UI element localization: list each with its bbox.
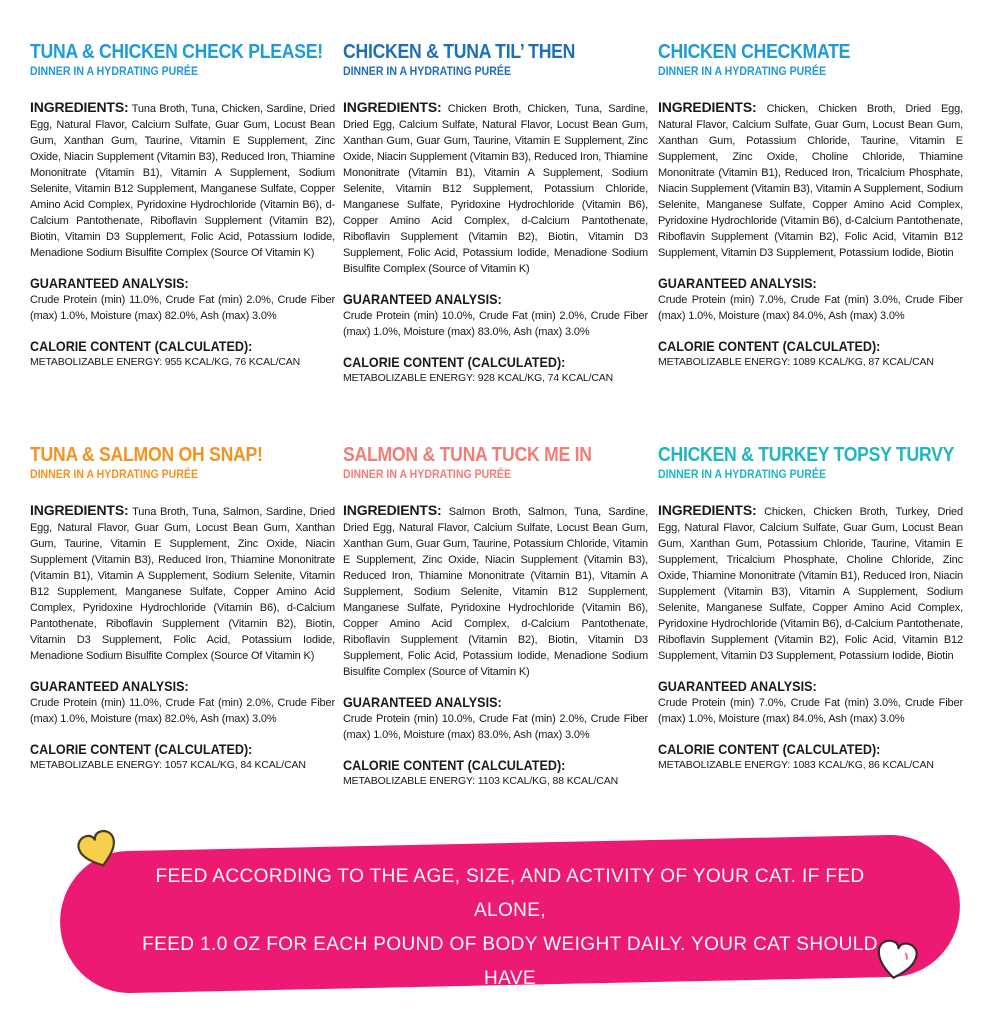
product-title: CHICKEN CHECKMATE [658,40,851,63]
calorie-label: CALORIE CONTENT (CALCULATED): [658,338,881,354]
product-title: TUNA & SALMON OH SNAP! [30,443,263,466]
ingredients-label: INGREDIENTS: [30,99,129,115]
ingredients-label: INGREDIENTS: [30,502,129,518]
product-title: TUNA & CHICKEN CHECK PLEASE! [30,40,323,63]
analysis-label: GUARANTEED ANALYSIS: [30,275,189,291]
calorie-text: METABOLIZABLE ENERGY: 1089 KCAL/KG, 87 KCAL/CAN [658,356,934,368]
calorie-label: CALORIE CONTENT (CALCULATED): [30,338,253,354]
analysis-text: Crude Protein (min) 11.0%, Crude Fat (min) 2.0%, Crude Fiber (max) 1.0%, Moisture (max) 82.0%, Ash (max) 3.0% [30,697,335,725]
product-subtitle: DINNER IN A HYDRATING PURÉE [30,467,198,481]
product-subtitle: DINNER IN A HYDRATING PURÉE [343,467,511,481]
calorie-text: METABOLIZABLE ENERGY: 928 KCAL/KG, 74 KCAL/CAN [343,372,614,384]
analysis-text: Crude Protein (min) 7.0%, Crude Fat (min) 3.0%, Crude Fiber (max) 1.0%, Moisture (max) 84.0%, Ash (max) 3.0% [658,294,963,322]
product-subtitle: DINNER IN A HYDRATING PURÉE [658,467,826,481]
calorie-label: CALORIE CONTENT (CALCULATED): [343,354,566,370]
calorie-label: CALORIE CONTENT (CALCULATED): [30,741,253,757]
ingredients-block [30,99,335,261]
ingredients-label: INGREDIENTS: [658,99,757,115]
feeding-line: ACCESS TO CLEAN, FRESH WATER. REFRIGERATE AFTER OPENING. [182,1002,838,1023]
feeding-line: FEED ACCORDING TO THE AGE, SIZE, AND ACTIVITY OF YOUR CAT. IF FED ALONE, [155,866,865,921]
product-chicken-tuna [343,40,648,385]
product-chicken-turkey [658,443,963,772]
analysis-text: Crude Protein (min) 11.0%, Crude Fat (min) 2.0%, Crude Fiber (max) 1.0%, Moisture (max) 82.0%, Ash (max) 3.0% [30,294,335,322]
ingredients-label: INGREDIENTS: [343,502,442,518]
calorie-text: METABOLIZABLE ENERGY: 955 KCAL/KG, 76 KCAL/CAN [30,356,301,368]
calorie-label: CALORIE CONTENT (CALCULATED): [343,757,566,773]
product-subtitle: DINNER IN A HYDRATING PURÉE [30,64,198,78]
product-title: CHICKEN & TURKEY TOPSY TURVY [658,443,955,466]
product-title: CHICKEN & TUNA TIL’ THEN [343,40,576,63]
ingredients-text: Tuna Broth, Tuna, Chicken, Sardine, Dried Egg, Natural Flavor, Calcium Sulfate, Guar Gum, Locust Bean Gum, Xanthan Gum, Taurine, Vitamin E Supplement, Zinc Oxide, Niacin Supplement (Vitamin B3), Reduced Iron, Thiamine Mononitrate (Vitamin B1), Vitamin A Supplement, Sodium Selenite, Vitamin B12 Supplement, Manganese Sulfate, Copper Amino Acid Complex, Pyridoxine Hydrochloride (Vitamin B6), d-Calcium Pantothenate, Riboflavin Supplement (Vitamin B2), Biotin, Vitamin D3 Supplement, Folic Acid, Potassium Iodide, Menadione Sodium Bisulfite Complex (Source Of Vitamin K) [30,103,335,259]
ingredients-block [30,502,335,664]
ingredients-label: INGREDIENTS: [658,502,757,518]
product-salmon-tuna [343,443,648,788]
product-subtitle: DINNER IN A HYDRATING PURÉE [658,64,826,78]
analysis-label: GUARANTEED ANALYSIS: [658,678,817,694]
analysis-label: GUARANTEED ANALYSIS: [658,275,817,291]
ingredients-text: Chicken Broth, Chicken, Tuna, Sardine, Dried Egg, Calcium Sulfate, Natural Flavor, Locust Bean Gum, Xanthan Gum, Guar Gum, Taurine, Vitamin E Supplement, Zinc Oxide, Niacin Supplement (Vitamin B3), Reduced Iron, Thiamine Mononitrate (Vitamin B1), Vitamin A Supplement, Sodium Selenite, Vitamin B12 Supplement, Potassium Chloride, Manganese Sulfate, Pyridoxine Hydrochloride (Vitamin B6), Copper Amino Acid Complex, d-Calcium Pantothenate, Riboflavin Supplement (Vitamin B2), Biotin, Vitamin D3 Supplement, Folic Acid, Potassium Iodide, Menadione Sodium Bisulfite Complex (Source of Vitamin K) [343,103,648,275]
ingredients-text: Chicken, Chicken Broth, Turkey, Dried Egg, Natural Flavor, Calcium Sulfate, Guar Gum, Locust Bean Gum, Xanthan Gum, Potassium Chloride, Taurine, Vitamin E Supplement, Tricalcium Phosphate, Choline Chloride, Zinc Oxide, Thiamine Mononitrate (Vitamin B1), Reduced Iron, Niacin Supplement (Vitamin B3), Vitamin A Supplement, Sodium Selenite, Manganese Sulfate, Copper Amino Acid Complex, Pyridoxine Hydrochloride (Vitamin B6), d-Calcium Pantothenate, Riboflavin Supplement (Vitamin B2), Folic Acid, Vitamin B12 Supplement, Vitamin D3 Supplement, Potassium Iodide, Biotin [658,506,963,662]
analysis-text: Crude Protein (min) 7.0%, Crude Fat (min) 3.0%, Crude Fiber (max) 1.0%, Moisture (max) 84.0%, Ash (max) 3.0% [658,697,963,725]
calorie-text: METABOLIZABLE ENERGY: 1057 KCAL/KG, 84 KCAL/CAN [30,759,306,771]
ingredients-block [658,99,963,261]
analysis-text: Crude Protein (min) 10.0%, Crude Fat (min) 2.0%, Crude Fiber (max) 1.0%, Moisture (max) 83.0%, Ash (max) 3.0% [343,713,648,741]
analysis-label: GUARANTEED ANALYSIS: [30,678,189,694]
feeding-line: FEED 1.0 OZ FOR EACH POUND OF BODY WEIGHT DAILY. YOUR CAT SHOULD HAVE [142,934,878,989]
ingredients-text: Salmon Broth, Salmon, Tuna, Sardine, Dried Egg, Natural Flavor, Calcium Sulfate, Locust Bean Gum, Xanthan Gum, Guar Gum, Taurine, Potassium Chloride, Vitamin E Supplement, Zinc Oxide, Niacin Supplement (Vitamin B3), Reduced Iron, Thiamine Mononitrate (Vitamin B1), Vitamin A Supplement, Sodium Selenite, Vitamin B12 Supplement, Manganese Sulfate, Pyridoxine Hydrochloride (Vitamin B6), Copper Amino Acid Complex, d-Calcium Pantothenate, Riboflavin Supplement (Vitamin B2), Biotin, Vitamin D3 Supplement, Folic Acid, Potassium Iodide, Menadione Sodium Bisulfite Complex (Source of Vitamin K) [343,506,648,678]
ingredients-text: Tuna Broth, Tuna, Salmon, Sardine, Dried Egg, Natural Flavor, Guar Gum, Locust Bean Gum, Xanthan Gum, Taurine, Vitamin E Supplement, Zinc Oxide, Niacin Supplement (Vitamin B3), Reduced Iron, Thiamine Mononitrate (Vitamin B1), Vitamin A Supplement, Sodium Selenite, Vitamin B12 Supplement, Manganese Sulfate, Copper Amino Acid Complex, Pyridoxine Hydrochloride (Vitamin B6), d-Calcium Pantothenate, Riboflavin Supplement (Vitamin B2), Biotin, Vitamin D3 Supplement, Folic Acid, Potassium Iodide, Menadione Sodium Bisulfite Complex (Source Of Vitamin K) [30,506,335,662]
calorie-label: CALORIE CONTENT (CALCULATED): [658,741,881,757]
ingredients-block [343,502,648,680]
analysis-label: GUARANTEED ANALYSIS: [343,694,502,710]
analysis-label: GUARANTEED ANALYSIS: [343,291,502,307]
calorie-text: METABOLIZABLE ENERGY: 1083 KCAL/KG, 86 KCAL/CAN [658,759,934,771]
ingredients-text: Chicken, Chicken Broth, Dried Egg, Natural Flavor, Calcium Sulfate, Guar Gum, Locust Bean Gum, Xanthan Gum, Potassium Chloride, Taurine, Vitamin E Supplement, Zinc Oxide, Choline Chloride, Thiamine Mononitrate (Vitamin B1), Reduced Iron, Tricalcium Phosphate, Niacin Supplement (Vitamin B3), Vitamin A Supplement, Sodium Selenite, Manganese Sulfate, Copper Amino Acid Complex, Pyridoxine Hydrochloride (Vitamin B6), d-Calcium Pantothenate, Riboflavin Supplement (Vitamin B2), Folic Acid, Vitamin B12 Supplement, Vitamin D3 Supplement, Potassium Iodide, Biotin [658,103,963,259]
analysis-text: Crude Protein (min) 10.0%, Crude Fat (min) 2.0%, Crude Fiber (max) 1.0%, Moisture (max) 83.0%, Ash (max) 3.0% [343,310,648,338]
ingredients-block [658,502,963,664]
feeding-instructions [120,860,900,1023]
ingredients-block [343,99,648,277]
product-tuna-chicken [30,40,335,369]
product-subtitle: DINNER IN A HYDRATING PURÉE [343,64,511,78]
product-tuna-salmon [30,443,335,772]
heart-icon [869,934,923,990]
calorie-text: METABOLIZABLE ENERGY: 1103 KCAL/KG, 88 KCAL/CAN [343,775,619,787]
product-chicken-checkmate [658,40,963,369]
product-title: SALMON & TUNA TUCK ME IN [343,443,592,466]
ingredients-label: INGREDIENTS: [343,99,442,115]
